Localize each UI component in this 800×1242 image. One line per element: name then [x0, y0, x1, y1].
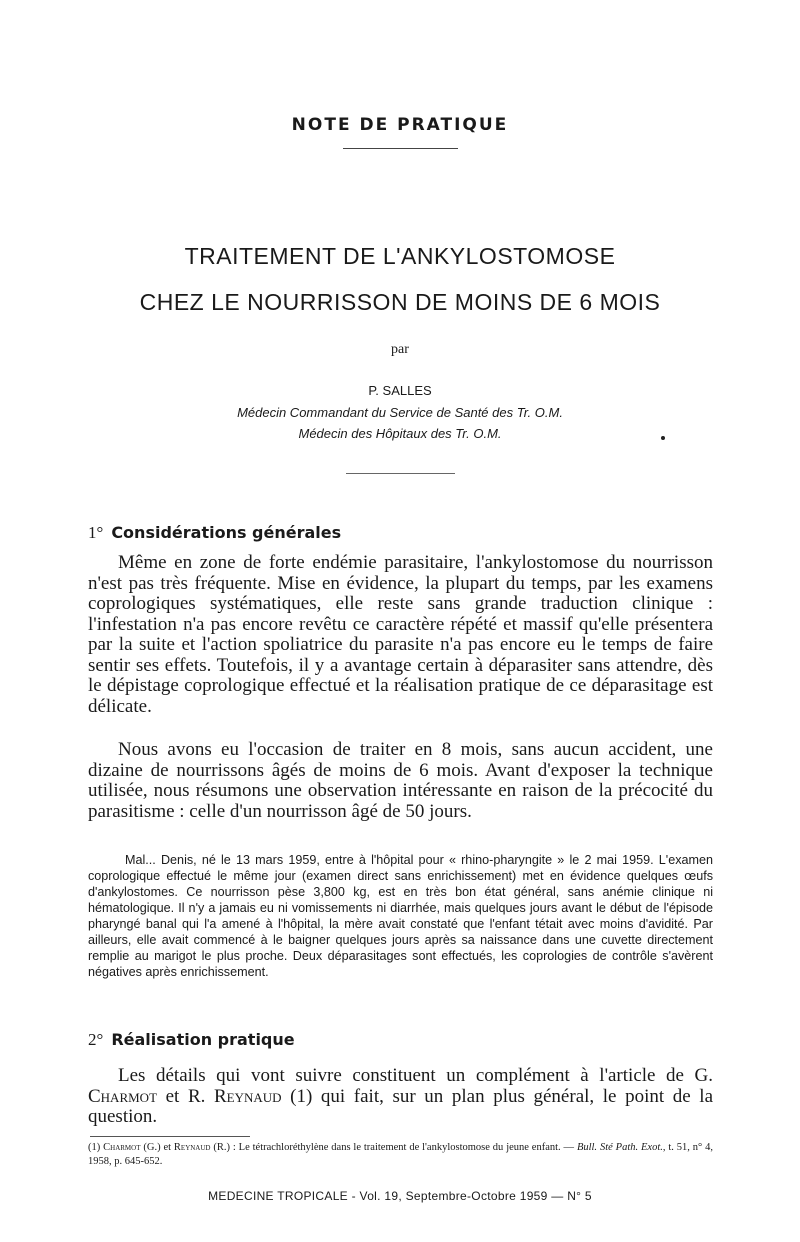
cited-author: Charmot: [103, 1142, 141, 1153]
cited-author: R. Reynaud: [187, 1085, 282, 1107]
divider: [346, 473, 455, 474]
text-run: (1) qui fait, sur un plan plus général, le point de la question.: [88, 1085, 713, 1127]
body-text: [88, 553, 713, 717]
footnote: [88, 1141, 713, 1169]
text-run: (R.) : Le tétrachloréthylène dans le traitement de l'ankylostomose du jeune enfant. —: [210, 1142, 577, 1153]
paragraph: [88, 1066, 713, 1128]
article-title-line2: CHEZ LE NOURRISSON DE MOINS DE 6 MOIS: [139, 289, 661, 315]
journal-name: Bull. Sté Path. Exot.: [576, 1142, 663, 1153]
ink-speck: [661, 436, 665, 440]
author-affiliation-2: Médecin des Hôpitaux des Tr. O.M.: [298, 426, 502, 441]
text-run: et: [157, 1085, 188, 1107]
section-title: Réalisation pratique: [111, 1030, 295, 1049]
paragraph: Même en zone de forte endémie parasitaire, l'ankylostomose du nourrisson n'est pas très fréquente. Mise en évidence, la plupart du temps, par les examens coprologiques systématiques, elle reste sans grande traduction clinique : l'infestation n'a pas encore revêtu ce caractère répété et massif qu'elle présentera par la suite et l'action spoliatrice du parasite n'a pas encore eu le temps de faire sentir ses effets. Toutefois, il y a avantage certain à déparasiter sans attendre, dès le dépistage coprologique effectué et la réalisation pratique de ce déparasitage est délicate.: [88, 552, 713, 717]
article-title-line1: TRAITEMENT DE L'ANKYLOSTOMOSE: [184, 243, 616, 269]
cited-author: Reynaud: [173, 1142, 211, 1153]
section-number: 2°: [88, 1030, 104, 1049]
body-text: [88, 1066, 713, 1128]
divider: [343, 148, 458, 149]
section-number: 1°: [88, 523, 104, 542]
running-footer: MEDECINE TROPICALE - Vol. 19, Septembre-Octobre 1959 — N° 5: [208, 1189, 592, 1203]
text-run: (G.) et: [140, 1142, 174, 1153]
author-name: P. SALLES: [368, 383, 432, 398]
text-run: Les détails qui vont suivre constituent un complément à l'article de: [118, 1065, 695, 1086]
footnote-rule: [90, 1136, 250, 1137]
section-heading-1: [88, 523, 341, 543]
footnote-marker: (1): [88, 1142, 104, 1153]
body-text: [88, 740, 713, 822]
section-title: Considérations générales: [111, 523, 342, 542]
section-heading-2: [88, 1030, 295, 1050]
paragraph: Nous avons eu l'occasion de traiter en 8 mois, sans aucun accident, une dizaine de nourrissons âgés de moins de 6 mois. Avant d'exposer la technique utilisée, nous résumons une observation intéressante en raison de la précocité du parasitisme : celle d'un nourrisson âgé de 50 jours.: [88, 739, 713, 822]
byline-par: par: [391, 342, 409, 357]
text-run: , t. 51, n° 4, 1958, p. 645-652.: [88, 1142, 714, 1167]
section-kicker: NOTE DE PRATIQUE: [291, 115, 509, 135]
cited-author: G. Charmot: [88, 1065, 713, 1107]
author-affiliation-1: Médecin Commandant du Service de Santé des Tr. O.M.: [237, 405, 563, 420]
case-report: Mal... Denis, né le 13 mars 1959, entre à l'hôpital pour « rhino-pharyngite » le 2 mai 1959. L'examen coprologique effectué le même jour (examen direct sans enrichissement) met en évidence quelques œufs d'ankylostomes. Ce nourrisson pèse 3,800 kg, est en très bon état général, sans anémie clinique ni hématologique. Il n'y a jamais eu ni vomissements ni diarrhée, mais quelques jours avant le début de l'épisode pharyngé banal qui l'a amené à l'hôpital, la mère avait constaté que l'enfant tétait avec moins d'avidité. Par ailleurs, elle avait commencé à le baigner quelques jours après sa naissance dans une cuvette directement remplie au marigot le plus proche. Deux déparasitages sont effectués, les coprologies de contrôle s'avèrent négatives après enrichissement.: [88, 853, 713, 979]
